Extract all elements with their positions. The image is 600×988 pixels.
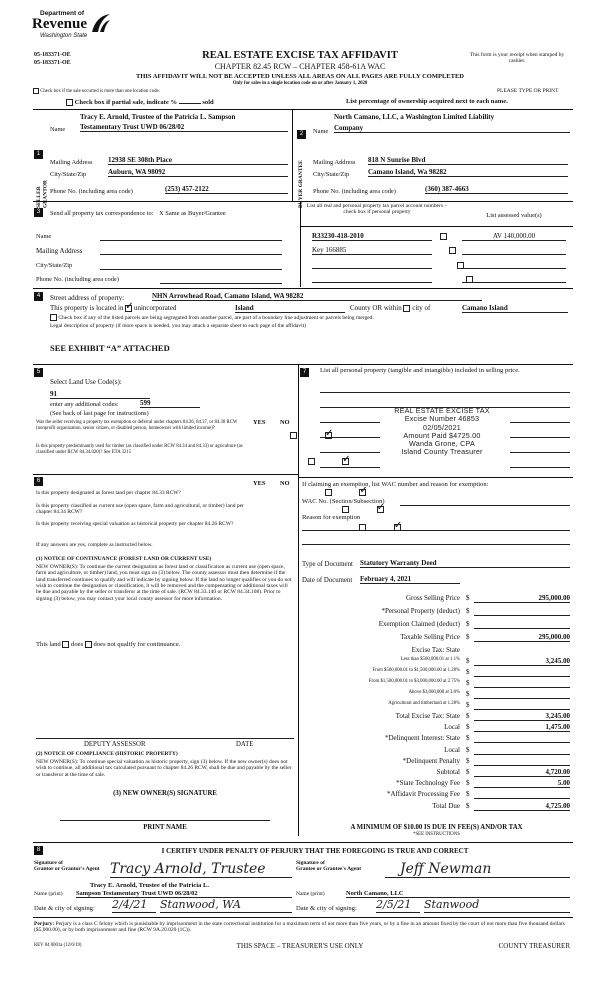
segregated-row bbox=[50, 314, 570, 321]
parcel-2-personal-checkbox[interactable] bbox=[449, 247, 456, 254]
deputy-assessor-label: DEPUTY ASSESSOR bbox=[84, 741, 146, 748]
assessed-2[interactable] bbox=[462, 254, 566, 255]
stamp-line-4: Amount Paid $4725.00 bbox=[403, 430, 481, 440]
s3-phone-line[interactable] bbox=[160, 283, 282, 284]
treasurer-stamp bbox=[372, 407, 512, 457]
stamp-line-1: REAL ESTATE EXCISE TAX bbox=[394, 406, 490, 415]
tax-row-value[interactable] bbox=[474, 668, 570, 677]
seller-name-2[interactable]: Testamentary Trust UWD 06/28/02 bbox=[80, 123, 288, 132]
s5-no-header: NO bbox=[280, 419, 290, 426]
new-owner-signature-label: (3) NEW OWNER(S) SIGNATURE bbox=[113, 790, 217, 797]
located-label: This property is located in bbox=[50, 304, 124, 312]
tax-row-value[interactable] bbox=[474, 620, 570, 629]
perjury-label: Perjury: bbox=[34, 921, 55, 927]
tax-row-dollar: $ bbox=[466, 607, 470, 615]
dept-name: Revenue bbox=[32, 16, 87, 32]
tax-row-value[interactable]: 5.00 bbox=[474, 779, 570, 788]
tax-row-dollar: $ bbox=[466, 756, 470, 765]
county-value[interactable]: Island bbox=[235, 304, 345, 313]
parcel-1-personal-checkbox[interactable] bbox=[440, 233, 447, 240]
form-warning: THIS AFFIDAVIT WILL NOT BE ACCEPTED UNLESS ALL AREAS ON ALL PAGES ARE FULLY COMPLETED bbox=[136, 73, 464, 80]
tax-row-dollar: $ bbox=[466, 620, 470, 628]
tax-row-label: Less than $500,000.01 at 1.1% bbox=[400, 657, 460, 662]
assessed-3[interactable] bbox=[462, 268, 566, 269]
street-label: Street address of property: bbox=[50, 294, 125, 302]
tax-row-value[interactable] bbox=[474, 790, 570, 799]
grantor-signature[interactable]: Tracy Arnold, Trustee bbox=[110, 861, 266, 877]
tax-row-value[interactable] bbox=[474, 679, 570, 688]
grantor-date-label: Date & city of signing: bbox=[34, 905, 95, 912]
wac-field[interactable] bbox=[400, 505, 570, 506]
grantor-city[interactable]: Stanwood, WA bbox=[160, 899, 292, 913]
tax-row-dollar: $ bbox=[466, 668, 470, 676]
segregated-checkbox[interactable] bbox=[50, 314, 57, 321]
grantor-sig-label-1: Signature of bbox=[34, 860, 63, 866]
located-row bbox=[50, 304, 176, 312]
does-label: does bbox=[71, 641, 84, 649]
deputy-date-label: DATE bbox=[236, 741, 254, 748]
unincorporated-label: unincorporated bbox=[133, 304, 177, 312]
section-2-badge: 2 bbox=[297, 130, 306, 139]
tax-row-value[interactable] bbox=[474, 701, 570, 710]
tax-row-dollar: $ bbox=[466, 734, 470, 743]
grantee-name-print-label: Name (print) bbox=[296, 891, 325, 897]
tax-row-dollar: $ bbox=[466, 779, 470, 788]
tax-row-label: Subtotal bbox=[436, 768, 460, 776]
grantor-date[interactable]: 2/4/21 bbox=[112, 899, 156, 913]
deputy-signature-line[interactable] bbox=[36, 738, 294, 739]
stamp-line-6: Island County Treasurer bbox=[401, 447, 483, 457]
tax-row-label: *State Technology Fee bbox=[396, 779, 460, 788]
grantee-sig-label-1: Signature of bbox=[296, 860, 325, 866]
s3-phone-label: Phone No. (including area code) bbox=[36, 276, 119, 283]
legal-description-label: Legal description of property (if more space is needed, you may attach a separate sheet to each page of the affidavit) bbox=[50, 323, 306, 329]
tax-row-dollar: $ bbox=[466, 745, 470, 754]
s6-yes-header: YES bbox=[253, 480, 266, 487]
tax-row-value[interactable] bbox=[474, 757, 570, 766]
only-sales-note: Only for sales in a single location code on or after January 1, 2020 bbox=[232, 81, 368, 86]
tax-row-dollar: $ bbox=[466, 712, 470, 720]
grantee-date-label: Date & city of signing: bbox=[296, 905, 357, 912]
multi-location-row bbox=[33, 88, 160, 95]
notice1-text: NEW OWNER(S): To continue the current designation as forest land or classification as current use (open space, farm and agriculture, or timber) land, you must sign on (3) below. The county assessor must then determine if the land transferred continues to qualify and will indicate by signing below. If the land no longer qualifies or you do not wish to continue the designation or classification, it will be removed and the compensating or additional taxes will be due and payable by the seller or transferor at the time of sale. (RCW 84.33.140 or RCW 84.34.108). Prior to signing (3) below, you may contact your local county assessor for more information. bbox=[36, 564, 292, 602]
county-treasurer-label: COUNTY TREASURER bbox=[498, 942, 570, 950]
s5-q1: Was the seller receiving a property tax exemption or deferral under chapters 84.36, 84.37, or 84.38 RCW (nonprofit organization, senior citizen, or disabled person, homeowner with limited income)? bbox=[36, 420, 238, 431]
multi-location-label: Check box if the sale occurred is more than one location code. bbox=[40, 89, 160, 95]
section-7-badge: 7 bbox=[300, 368, 309, 377]
section-8-badge: 8 bbox=[34, 846, 43, 855]
buyer-name-1[interactable]: North Camano, LLC, a Washington Limited Liability bbox=[334, 113, 495, 121]
this-land-label: This land bbox=[36, 641, 61, 649]
tax-row-value[interactable]: 295,000.00 bbox=[474, 594, 570, 603]
tax-row-label: *Personal Property (deduct) bbox=[381, 607, 460, 615]
buyer-address[interactable]: 818 N Sunrise Blvd bbox=[368, 156, 568, 165]
section-3-badge: 3 bbox=[34, 208, 43, 217]
tax-row-dollar: $ bbox=[466, 657, 470, 665]
county-label bbox=[350, 304, 430, 312]
form-subtitle: CHAPTER 82.45 RCW – CHAPTER 458-61A WAC bbox=[214, 62, 386, 71]
please-type: PLEASE TYPE OR PRINT bbox=[497, 88, 559, 94]
notice1-title: (1) NOTICE OF CONTINUANCE (FOREST LAND OR CURRENT USE) bbox=[36, 556, 212, 562]
parcel-2[interactable]: Key 166885 bbox=[312, 246, 432, 255]
treasurer-use-label: THIS SPACE – TREASURER'S USE ONLY bbox=[236, 942, 364, 950]
tax-row-label: Taxable Selling Price bbox=[400, 633, 460, 641]
city-of-label: city of bbox=[412, 304, 431, 312]
tax-row-label: From $1,500,000.01 to $3,000,000.00 at 2.75% bbox=[368, 679, 460, 684]
s6-no-header: NO bbox=[280, 480, 290, 487]
s5-q2: Is this property predominantly used for timber (as classified under RCW 84.34 and 84.33) or agriculture (as classified under RCW 84.34.020)? See ETA 3215 bbox=[36, 444, 243, 455]
tax-row-label: Above $3,000,000 at 3.0% bbox=[408, 690, 460, 695]
this-land-row bbox=[36, 641, 180, 649]
multi-location-checkbox[interactable] bbox=[33, 88, 39, 94]
doc-date[interactable]: February 4, 2021 bbox=[360, 575, 460, 584]
tax-row-dollar: $ bbox=[466, 723, 470, 732]
tax-row-value[interactable]: 295,000.00 bbox=[474, 633, 570, 642]
s6-q1-yes[interactable] bbox=[325, 489, 332, 496]
reason-label: Reason for exemption bbox=[302, 514, 361, 521]
grantee-signature[interactable]: Jeff Newman bbox=[400, 861, 492, 877]
stamp-line-2: Excise Number 46853 bbox=[404, 414, 480, 424]
assessed-4[interactable] bbox=[462, 282, 566, 283]
seller-name-label: Name bbox=[50, 126, 66, 133]
s5-q2-no[interactable] bbox=[342, 458, 349, 465]
dept-line: Department of bbox=[40, 10, 85, 17]
tax-row-label: *Affidavit Processing Fee bbox=[387, 790, 460, 799]
section-4-badge: 4 bbox=[34, 292, 43, 301]
notice2-text: NEW OWNER(S): To continue special valuation as historic property, sign (3) below. If the new owner(s) does not wish to continue, all additional tax calculated pursuant to chapter 84.26 RCW, shall be due and payable by the seller or transferor at the time of sale. bbox=[36, 759, 292, 778]
print-name-label: PRINT NAME bbox=[143, 824, 187, 831]
buyer-name-label: Name bbox=[313, 128, 329, 135]
partial-sale-checkbox[interactable] bbox=[66, 99, 73, 106]
tax-row-dollar: $ bbox=[466, 768, 470, 776]
tax-row-label: Exemption Claimed (deduct) bbox=[378, 620, 460, 628]
tax-row-value[interactable]: 4,720.00 bbox=[474, 768, 570, 777]
seller-city[interactable]: Auburn, WA 98092 bbox=[108, 168, 288, 177]
tax-row-value[interactable] bbox=[474, 690, 570, 699]
grantee-sig-label-2: Grantee or Grantee's Agent bbox=[296, 866, 362, 873]
additional-codes[interactable]: 599 bbox=[140, 399, 200, 408]
grantor-sig-label bbox=[34, 860, 100, 873]
s3-name-line[interactable] bbox=[100, 240, 282, 241]
certify-statement: I CERTIFY UNDER PENALTY OF PERJURY THAT THE FOREGOING IS TRUE AND CORRECT bbox=[161, 847, 469, 855]
seller-address-label: Mailing Address bbox=[50, 159, 93, 166]
tax-row-dollar: $ bbox=[466, 594, 470, 602]
tax-row-dollar: $ bbox=[466, 633, 470, 641]
seller-address[interactable]: 12938 SE 308th Place bbox=[108, 156, 288, 165]
parcel-1[interactable]: R33230-418-2010 bbox=[312, 232, 432, 241]
tax-row-value[interactable] bbox=[474, 734, 570, 743]
tax-row-label: *Delinquent Interest: State bbox=[384, 734, 460, 743]
parcel-header: List all real and personal property tax parcel account numbers – check box if personal property bbox=[306, 203, 448, 216]
county-or-within: County OR within bbox=[350, 304, 402, 312]
wac-label: WAC No. (Section/Subsection) bbox=[302, 498, 385, 505]
additional-codes-label: enter any additional codes: bbox=[50, 401, 119, 408]
tax-row-value[interactable] bbox=[474, 746, 570, 755]
land-use-label: Select Land Use Code(s): bbox=[50, 378, 122, 386]
tax-row-dollar: $ bbox=[466, 790, 470, 799]
s3-name-label: Name bbox=[36, 233, 52, 240]
s3-city-label: City/State/Zip bbox=[36, 262, 73, 269]
s3-address-label: Mailing Address bbox=[36, 247, 83, 255]
personal-property-line-1[interactable] bbox=[320, 392, 570, 393]
grantee-city[interactable]: Stanwood bbox=[424, 899, 570, 913]
unincorporated-checkbox[interactable] bbox=[125, 305, 132, 312]
assessed-1[interactable]: AV 140,000.00 bbox=[462, 232, 566, 241]
tax-row-label: *Delinquent Penalty bbox=[402, 756, 460, 765]
see-instructions: *SEE INSTRUCTIONS bbox=[413, 832, 460, 837]
s6-q2-yes[interactable] bbox=[342, 506, 349, 513]
tax-row-value[interactable]: 3,245.00 bbox=[474, 657, 570, 666]
s3-address-line[interactable] bbox=[100, 254, 282, 255]
grantee-print[interactable]: North Camano, LLC bbox=[346, 890, 570, 898]
perjury-notice bbox=[34, 921, 572, 934]
does-not-qualify-label: does not qualify for continuance. bbox=[93, 641, 181, 649]
form-code-2: 05-183371-OE bbox=[34, 60, 71, 66]
new-owner-signature-line[interactable] bbox=[60, 820, 270, 821]
exemption-label: If claiming an exemption, list WAC number and reason for exemption: bbox=[302, 481, 489, 488]
buyer-phone-label: Phone No. (including area code) bbox=[313, 188, 396, 195]
tax-row-value[interactable] bbox=[474, 607, 570, 616]
exhibit-a: SEE EXHIBIT “A” ATTACHED bbox=[50, 343, 170, 353]
city-checkbox[interactable] bbox=[403, 305, 410, 312]
sold-label: sold bbox=[202, 99, 214, 106]
tax-row-value[interactable]: 3,245.00 bbox=[474, 712, 570, 721]
stamp-line-3: 02/05/2021 bbox=[423, 422, 461, 432]
buyer-address-label: Mailing Address bbox=[313, 159, 356, 166]
section-1-badge: 1 bbox=[34, 150, 43, 159]
s5-yes-header: YES bbox=[253, 419, 266, 426]
grantor-sig-label-2: Grantor or Grantor's Agent bbox=[34, 866, 100, 873]
tax-row-label: Local bbox=[444, 745, 460, 754]
section-5-badge: 5 bbox=[34, 368, 43, 377]
s5-q2-yes[interactable] bbox=[308, 458, 315, 465]
tax-row-value[interactable]: 4,725.00 bbox=[474, 802, 570, 811]
seller-phone[interactable]: (253) 457-2122 bbox=[165, 185, 288, 194]
does-not-qualify-checkbox[interactable] bbox=[85, 641, 92, 648]
stamp-line-5: Wanda Grone, CPA bbox=[409, 439, 475, 449]
s6-q1: Is this property designated as forest land per chapter 84.33 RCW? bbox=[36, 490, 181, 496]
s5-q1-yes[interactable] bbox=[290, 432, 297, 439]
section-6-badge: 6 bbox=[34, 477, 43, 486]
assessed-header: List assessed value(s) bbox=[486, 212, 542, 219]
form-title: REAL ESTATE EXCISE TAX AFFIDAVIT bbox=[202, 50, 398, 61]
dor-mountain-icon bbox=[90, 12, 112, 34]
does-qualify-checkbox[interactable] bbox=[62, 641, 69, 648]
city-value[interactable]: Camano Island bbox=[462, 304, 568, 313]
grantee-date[interactable]: 2/5/21 bbox=[376, 899, 420, 913]
seller-city-label: City/State/Zip bbox=[50, 171, 87, 178]
personal-property-label: List all personal property (tangible and intangible) included in selling price. bbox=[320, 367, 520, 374]
segregated-label: Check box if any of the listed parcels are being segregated from another parcel, are part of a boundary line adjustment or parcels being merged. bbox=[58, 314, 374, 321]
tax-row-label: Local bbox=[444, 723, 460, 732]
land-use-code[interactable]: 91 bbox=[50, 390, 150, 399]
parcel-4[interactable] bbox=[312, 282, 432, 283]
s3-city-line[interactable] bbox=[100, 269, 282, 270]
tax-row-dollar: $ bbox=[466, 701, 470, 709]
tax-row-value[interactable]: 1,475.00 bbox=[474, 723, 570, 732]
tax-row-label: Total Excise Tax: State bbox=[395, 712, 460, 720]
buyer-phone[interactable]: (360) 387-4663 bbox=[425, 185, 568, 194]
grantee-sig-label bbox=[296, 860, 361, 873]
grantor-print-1: Tracy E. Arnold, Trustee of the Patricia L. bbox=[90, 882, 210, 889]
minimum-due: A MINIMUM OF $10.00 IS DUE IN FEE(S) AND/OR TAX bbox=[350, 824, 523, 831]
tax-row-label: Agricultural and timberland at 1.28% bbox=[388, 701, 460, 706]
see-back-instructions: (See back of last page for instructions) bbox=[50, 410, 149, 417]
doc-type-label: Type of Document bbox=[302, 561, 353, 568]
seller-name-1[interactable]: Tracy E. Arnold, Trustee of the Patricia L. Sampson bbox=[80, 113, 236, 121]
dor-logo bbox=[32, 10, 122, 44]
send-correspondence-label bbox=[50, 210, 226, 217]
ownership-note: List percentage of ownership acquired next to each name. bbox=[346, 98, 508, 105]
dept-state: Washington State bbox=[40, 33, 88, 39]
notice2-title: (2) NOTICE OF COMPLIANCE (HISTORIC PROPERTY) bbox=[36, 751, 178, 757]
tax-row-dollar: $ bbox=[466, 801, 470, 810]
partial-sale-label: Check box if partial sale, indicate % bbox=[74, 99, 178, 106]
tax-row-label: Total Due bbox=[432, 801, 460, 810]
tax-row-dollar: $ bbox=[466, 679, 470, 687]
buyer-city-label: City/State/Zip bbox=[313, 171, 350, 178]
s6-any-yes: If any answers are yes, complete as instructed below. bbox=[36, 542, 153, 548]
seller-phone-label: Phone No. (including area code) bbox=[50, 188, 133, 195]
reason-field[interactable] bbox=[302, 530, 570, 531]
tax-row-dollar: $ bbox=[466, 690, 470, 698]
partial-sale-row bbox=[66, 97, 214, 107]
partial-sale-percent[interactable] bbox=[179, 97, 201, 104]
s6-q3: Is this property receiving special valuation as historical property per chapter 84.26 RCW? bbox=[36, 521, 234, 527]
buyer-grantee-label: BUYER GRANTEE bbox=[298, 160, 304, 208]
s6-q2-no[interactable] bbox=[377, 506, 384, 513]
seller-grantor-label: SELLER GRANTOR bbox=[36, 179, 49, 208]
grantor-print-2[interactable]: Sampson Testamentary Trust UWD 06/28/02 bbox=[76, 890, 292, 898]
buyer-city[interactable]: Camano Island, Wa 98282 bbox=[368, 168, 568, 177]
same-as-buyer[interactable]: X Same as Buyer/Grantee bbox=[159, 210, 226, 217]
doc-type[interactable]: Statutory Warranty Deed bbox=[360, 559, 570, 568]
tax-row-label: From $500,000.01 to $1,500,000.00 at 1.28% bbox=[372, 668, 460, 673]
receipt-note: This form is your receipt when stamped by cashier. bbox=[469, 52, 565, 65]
s6-q1-no[interactable] bbox=[359, 489, 366, 496]
reason-field-2[interactable] bbox=[302, 544, 570, 545]
tax-row-label: Gross Selling Price bbox=[405, 594, 460, 602]
perjury-text: Perjury is a class C felony which is punishable by imprisonment in the state correctional institution for a maximum term of not more than five years, or by a fine in an amount fixed by the court of not more than five thousand dollars ($5,000.00), or by both imprisonment and fine (RCW 9A.20.020 (1C)). bbox=[34, 921, 565, 934]
form-code-1: 05-183371-OE bbox=[34, 52, 71, 58]
grantor-name-print-label: Name (print) bbox=[34, 891, 63, 897]
excise-state-label: Excise Tax: State bbox=[411, 646, 460, 654]
s6-q2: Is this property classified as current use (open space, farm and agricultural, or timber) land per chapter 84.34 RCW? bbox=[36, 503, 244, 516]
parcel-3[interactable] bbox=[312, 268, 432, 269]
buyer-name-2[interactable]: Company bbox=[334, 124, 570, 133]
rev-code: REV 84 0001a (12/6/19) bbox=[34, 943, 82, 948]
send-correspondence-text: Send all property tax correspondence to: bbox=[50, 210, 154, 217]
doc-date-label: Date of Document bbox=[302, 577, 353, 584]
street-address[interactable]: NHN Arrowhead Road, Camano Island, WA 98282 bbox=[152, 292, 482, 301]
